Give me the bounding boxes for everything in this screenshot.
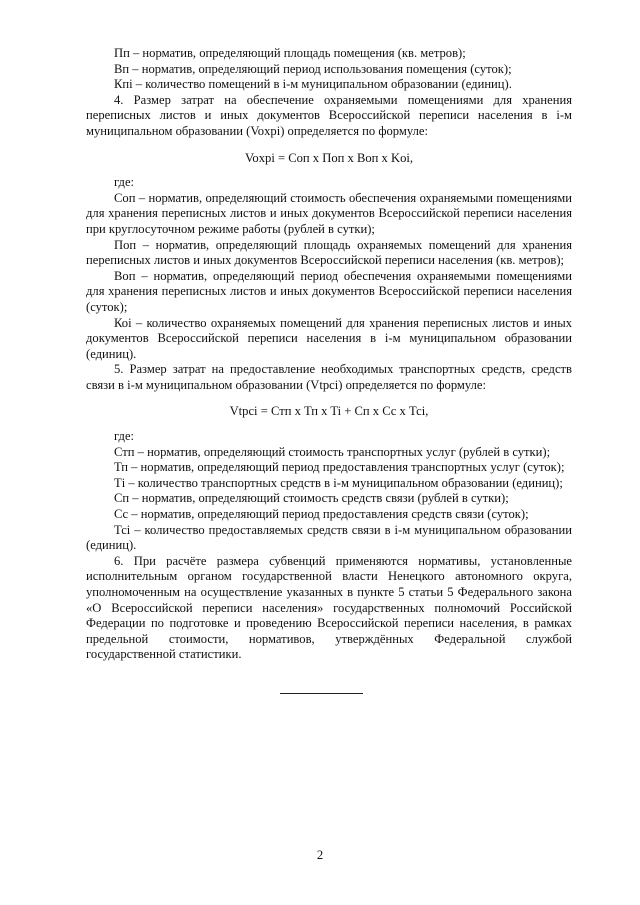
where-label: где: <box>114 175 135 190</box>
definition-item: Тсi – количество предоставляемых средств связи в i-м муниципальном образовании (единиц). <box>86 522 572 553</box>
paragraph-4-intro: 4. Размер затрат на обеспечение охраняемыми помещениями для хранения переписных листов и иных документов Всероссийской переписи населения в i-м муниципальном образовании (Voxpi) определяется по формуле: <box>86 92 572 138</box>
paragraph-5-intro: 5. Размер затрат на предоставление необходимых транспортных средств, средств связи в i-м муниципальном образовании (Vtpci) определяется по формуле: <box>86 362 572 392</box>
page-number: 2 <box>316 848 324 862</box>
separator-line <box>280 693 363 694</box>
definition-line: Кпi – количество помещений в i-м муниципальном образовании (единиц). <box>114 77 512 92</box>
definition-item: Соп – норматив, определяющий стоимость обеспечения охраняемыми помещениями для хранения переписных листов и иных документов Всероссийской переписи населения при круглосуточном режиме работы (рублей в сутки); <box>86 190 572 236</box>
definition-item: Сп – норматив, определяющий стоимость средств связи (рублей в сутки); <box>114 491 509 506</box>
definition-item: Поп – норматив, определяющий площадь охраняемых помещений для хранения переписных листов и иных документов Всероссийской переписи населения (кв. метров); <box>86 237 572 268</box>
formula-vtpci: Vtpci = Стп x Тп x Ti + Сп x Сс x Тсi, <box>229 404 429 419</box>
definition-item: Стп – норматив, определяющий стоимость транспортных услуг (рублей в сутки); <box>114 444 551 459</box>
definition-item: Коi – количество охраняемых помещений для хранения переписных листов и иных документов Всероссийской переписи населения в i-м муниципальном образовании (единиц). <box>86 315 572 361</box>
where-label: где: <box>114 429 135 444</box>
definition-item: Сс – норматив, определяющий период предоставления средств связи (суток); <box>114 507 529 522</box>
paragraph-6: 6. При расчёте размера субвенций применяются нормативы, установленные исполнительным органом государственной власти Ненецкого автономного округа, уполномоченным на осуществление указанных в пункте 5 статьи 5 Федерального закона «О Всероссийской переписи населения» государственных полномочий Российской Федерации по подготовке и проведению Всероссийской переписи населения, в рамках предельной стоимости, нормативов, утверждённых Федеральной службой государственной статистики. <box>86 553 572 662</box>
formula-voxpi: Voxpi = Coп x Поп x Воп x Koi, <box>244 150 414 165</box>
definition-item: Воп – норматив, определяющий период обеспечения охраняемыми помещениями для хранения переписных листов и иных документов Всероссийской переписи населения (суток); <box>86 268 572 314</box>
definition-line: Вп – норматив, определяющий период использования помещения (суток); <box>114 61 512 76</box>
definition-line: Пп – норматив, определяющий площадь помещения (кв. метров); <box>114 46 466 60</box>
definition-item: Тi – количество транспортных средств в i-м муниципальном образовании (единиц); <box>114 475 563 490</box>
definition-item: Тп – норматив, определяющий период предоставления транспортных услуг (суток); <box>114 460 565 475</box>
document-body <box>86 46 572 663</box>
